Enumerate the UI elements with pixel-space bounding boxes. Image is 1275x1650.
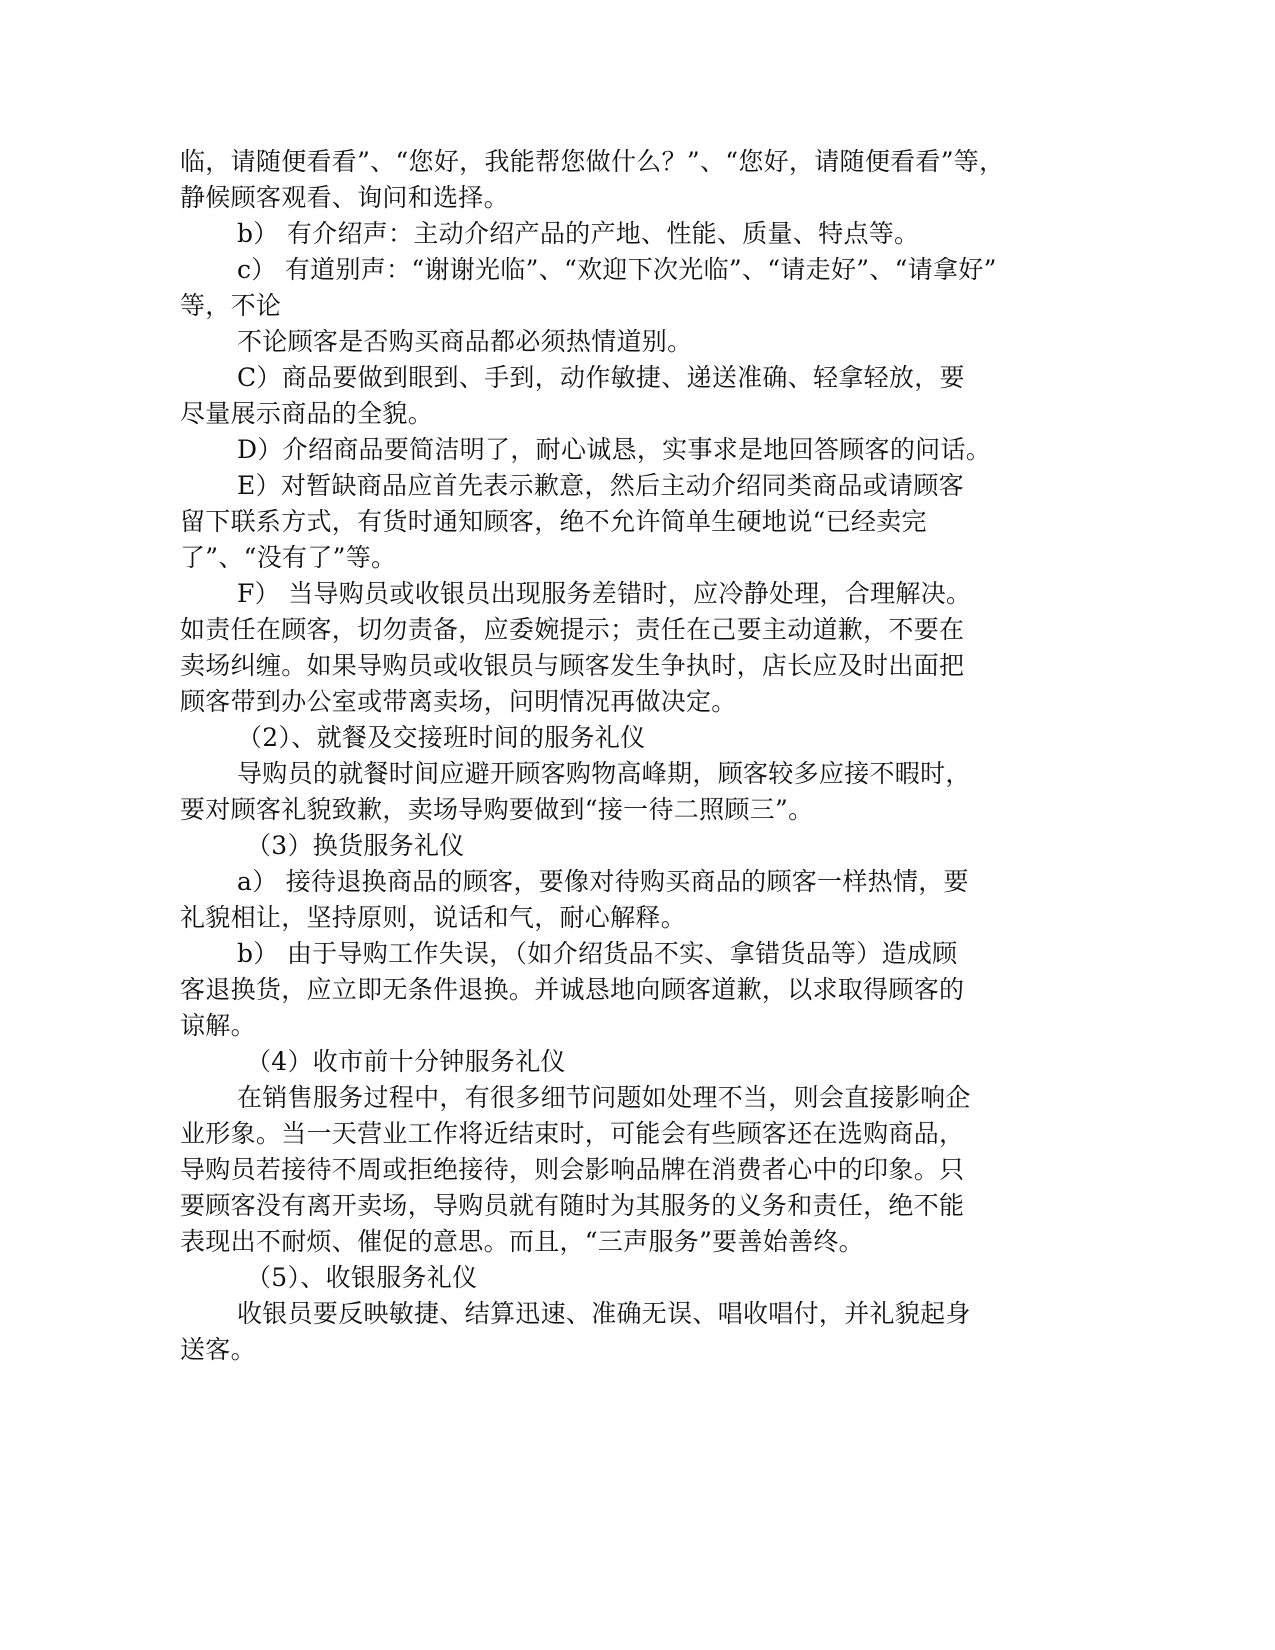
- text-line: 收银员要反映敏捷、结算迅速、准确无误、唱收唱付，并礼貌起身: [237, 1299, 971, 1328]
- text-line: 要顾客没有离开卖场，导购员就有随时为其服务的义务和责任，绝不能: [180, 1191, 965, 1220]
- text-line: （2）、就餐及交接班时间的服务礼仪: [237, 723, 646, 752]
- text-line: 尽量展示商品的全貌。: [180, 399, 434, 428]
- text-line: c） 有道别声：“谢谢光临”、“欢迎下次光临”、“请走好”、“请拿好”: [237, 255, 997, 284]
- text-line: 礼貌相让，坚持原则，说话和气，耐心解释。: [180, 903, 687, 932]
- text-line: 客退换货，应立即无条件退换。并诚恳地向顾客道歉，以求取得顾客的: [180, 975, 965, 1004]
- text-line: 顾客带到办公室或带离卖场，问明情况再做决定。: [180, 687, 737, 716]
- text-line: E）对暂缺商品应首先表示歉意，然后主动介绍同类商品或请顾客: [237, 471, 964, 500]
- text-line: b） 有介绍声：主动介绍产品的产地、性能、质量、特点等。: [237, 219, 920, 248]
- text-line: 要对顾客礼貌致歉，卖场导购要做到“接一待二照顾三”。: [180, 795, 814, 824]
- text-line: 如责任在顾客，切勿责备，应委婉提示；责任在己要主动道歉，不要在: [180, 615, 965, 644]
- text-line: C）商品要做到眼到、手到，动作敏捷、递送准确、轻拿轻放，要: [237, 363, 965, 392]
- text-line: 业形象。当一天营业工作将近结束时，可能会有些顾客还在选购商品，: [180, 1119, 965, 1148]
- text-line: F） 当导购员或收银员出现服务差错时，应冷静处理，合理解决。: [237, 579, 972, 608]
- text-line: （4）收市前十分钟服务礼仪: [246, 1047, 566, 1076]
- text-line: 卖场纠缠。如果导购员或收银员与顾客发生争执时，店长应及时出面把: [180, 651, 965, 680]
- text-line: 静候顾客观看、询问和选择。: [180, 183, 509, 212]
- text-line: 留下联系方式，有货时通知顾客，绝不允许简单生硬地说“已经卖完: [180, 507, 927, 536]
- text-line: 临，请随便看看”、“您好，我能帮您做什么？”、“您好，请随便看看”等，: [180, 147, 1005, 176]
- text-line: 导购员若接待不周或拒绝接待，则会影响品牌在消费者心中的印象。只: [180, 1155, 965, 1184]
- text-line: a） 接待退换商品的顾客，要像对待购买商品的顾客一样热情，要: [237, 867, 969, 896]
- text-line: 表现出不耐烦、催促的意思。而且，“三声服务”要善始善终。: [180, 1227, 864, 1256]
- text-line: 了”、“没有了”等。: [180, 543, 397, 572]
- document-page: [180, 144, 1040, 1368]
- text-line: D）介绍商品要简洁明了，耐心诚恳，实事求是地回答顾客的问话。: [237, 435, 992, 464]
- text-line: b） 由于导购工作失误，（如介绍货品不实、拿错货品等）造成顾: [237, 939, 958, 968]
- text-line: （3）换货服务礼仪: [246, 831, 465, 860]
- text-line: （5）、收银服务礼仪: [246, 1263, 478, 1292]
- text-line: 谅解。: [180, 1011, 256, 1040]
- text-line: 等，不论: [180, 291, 282, 320]
- text-line: 导购员的就餐时间应避开顾客购物高峰期，顾客较多应接不暇时，: [237, 759, 971, 788]
- text-line: 送客。: [180, 1335, 256, 1364]
- text-line: 在销售服务过程中，有很多细节问题如处理不当，则会直接影响企: [237, 1083, 971, 1112]
- text-line: 不论顾客是否购买商品都必须热情道别。: [237, 327, 693, 356]
